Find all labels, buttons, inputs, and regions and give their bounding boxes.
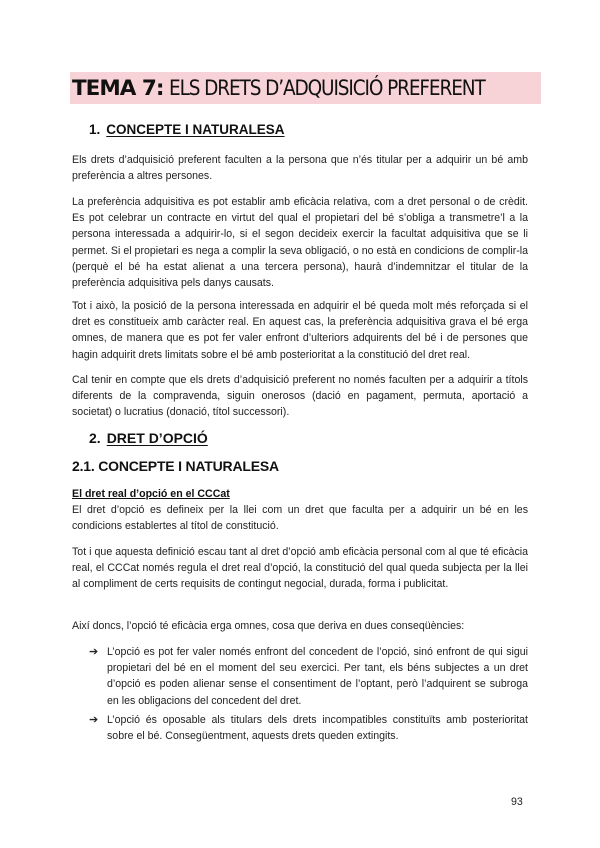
section-1-heading bbox=[89, 122, 285, 137]
title-topic-number: TEMA 7: bbox=[72, 75, 164, 101]
page-number: 93 bbox=[511, 796, 523, 808]
arrow-right-icon: ➔ bbox=[89, 714, 99, 726]
title-topic-name: ELS DRETS D’ADQUISICIÓ PREFERENT bbox=[169, 75, 486, 101]
section-2-heading bbox=[89, 430, 208, 446]
paragraph: La preferència adquisitiva es pot establir amb eficàcia relativa, com a dret personal o de crèdit. Es pot celebrar un contracte en virtut del qual el propietari del bé s’obliga a transmetre’l a la persona interessada a adquirir-lo, si el segon decideix exercir la facultat adquisitiva que se li permet. Si el propietari es nega a complir la seva obligació, o no està en condicions de complir-la (perquè el bé ha estat alienat a una tercera persona), haurà d’indemnitzar el titular de la preferència adquisitiva pels danys causats. bbox=[72, 196, 528, 290]
paragraph: Tot i que aquesta definició escau tant al dret d’opció amb eficàcia personal com al que té eficàcia real, el CCCat només regula el dret real d’opció, la constitució del qual queda subjecta per la llei al compliment de certs requisits de contingut negocial, durada, forma i publicitat. bbox=[72, 546, 528, 591]
paragraph: Així doncs, l’opció té eficàcia erga omnes, cosa que deriva en dues conseqüències: bbox=[72, 620, 465, 632]
list-item-text: L’opció és oposable als titulars dels drets incompatibles constituïts amb posterioritat sobre el bé. Consegüentment, aquests drets queden extingits. bbox=[107, 714, 528, 743]
paragraph: El dret d’opció es defineix per la llei com un dret que faculta per a adquirir un bé en les condicions establertes al títol de constitució. bbox=[72, 504, 528, 533]
paragraph: Cal tenir en compte que els drets d’adquisició preferent no només faculten per a adquirir a títols diferents de la compravenda, siguin onerosos (dació en pagament, permuta, aportació a societat) o lucratius (donació, títol successori). bbox=[72, 374, 528, 419]
sub-heading: El dret real d’opció en el CCCat bbox=[72, 488, 230, 500]
paragraph: Tot i això, la posició de la persona interessada en adquirir el bé queda molt més reforçada si el dret es constitueix amb caràcter real. En aquest cas, la preferència adquisitiva grava el bé erga omnes, de manera que es pot fer valer enfront d’ulteriors adquirents del bé i de persones que hagin adquirit drets limitats sobre el bé amb posterioritat a la constitució del dret real. bbox=[72, 300, 528, 361]
section-2-title: DRET D’OPCIÓ bbox=[106, 430, 208, 446]
page-title bbox=[70, 72, 541, 104]
arrow-right-icon: ➔ bbox=[89, 646, 99, 658]
list-item-text: L’opció es pot fer valer només enfront del concedent de l’opció, sinó enfront de qui sigui propietari del bé en el moment del seu exercici. Per tant, els béns subjectes a un dret d’opció es poden alienar sense el consentiment de l’optant, però l’adquirent se subroga en les obligacions del concedent del dret. bbox=[107, 646, 528, 707]
list-item bbox=[89, 644, 528, 709]
section-1-title: CONCEPTE I NATURALESA bbox=[106, 122, 285, 137]
subsection-heading: 2.1. CONCEPTE I NATURALESA bbox=[72, 458, 279, 474]
section-2-number: 2. bbox=[89, 430, 101, 446]
paragraph: Els drets d’adquisició preferent faculten a la persona que n’és titular per a adquirir un bé amb preferència a altres persones. bbox=[72, 154, 528, 183]
section-1-number: 1. bbox=[89, 122, 101, 137]
list-item bbox=[89, 712, 528, 744]
